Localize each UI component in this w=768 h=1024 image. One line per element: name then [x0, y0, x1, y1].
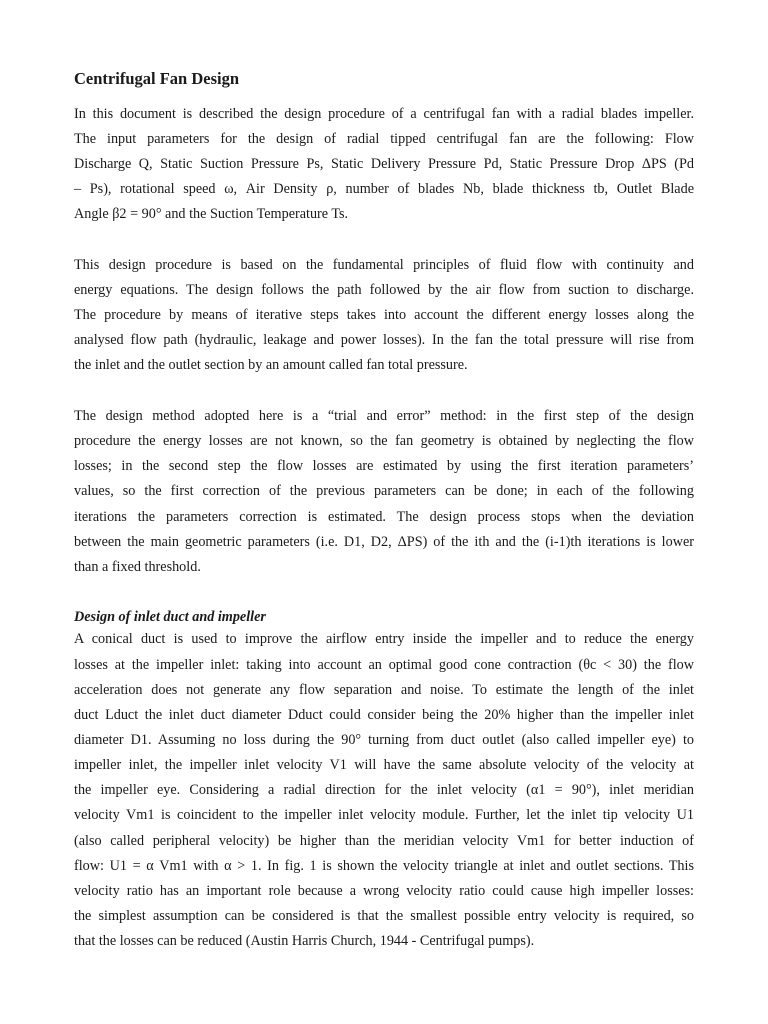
text-line: the simplest assumption can be considered is that the smallest possible entry velocity is required, so [74, 908, 694, 924]
text-line: energy equations. The design follows the path followed by the air flow from suction to discharge. [74, 282, 694, 298]
text-line: The procedure by means of iterative steps takes into account the different energy losses along the [74, 307, 694, 323]
text-line: losses; in the second step the flow losses are estimated by using the first iteration parameters’ [74, 458, 694, 474]
text-line: the inlet and the outlet section by an amount called fan total pressure. [74, 357, 468, 373]
text-line: iterations the parameters correction is estimated. The design process stops when the deviation [74, 509, 694, 525]
text-line: This design procedure is based on the fundamental principles of fluid flow with continuity and [74, 257, 694, 273]
text-line: duct Lduct the inlet duct diameter Dduct could consider being the 20% higher than the impeller inlet [74, 707, 694, 723]
text-line: the impeller eye. Considering a radial direction for the inlet velocity (α1 = 90°), inlet meridian [74, 782, 694, 798]
text-line: The input parameters for the design of radial tipped centrifugal fan are the following: Flow [74, 131, 694, 147]
text-line: diameter D1. Assuming no loss during the 90° turning from duct outlet (also called impeller eye) to [74, 732, 694, 748]
text-line: that the losses can be reduced (Austin Harris Church, 1944 - Centrifugal pumps). [74, 933, 535, 949]
text-line: values, so the first correction of the previous parameters can be done; in each of the following [74, 483, 694, 499]
text-line: analysed flow path (hydraulic, leakage and power losses). In the fan the total pressure will rise from [74, 332, 694, 348]
text-line: impeller inlet, the impeller inlet velocity V1 will have the same absolute velocity of the velocity at [74, 757, 694, 773]
text-line: Discharge Q, Static Suction Pressure Ps, Static Delivery Pressure Pd, Static Pressure Drop ΔPS (Pd [74, 156, 694, 172]
text-line: flow: U1 = α Vm1 with α > 1. In fig. 1 is shown the velocity triangle at inlet and outlet sections. This [74, 858, 694, 874]
text-line: The design method adopted here is a “trial and error” method: in the first step of the design [74, 408, 694, 424]
text-line: between the main geometric parameters (i.e. D1, D2, ΔPS) of the ith and the (i-1)th iterations is lower [74, 534, 694, 550]
text-line: procedure the energy losses are not known, so the fan geometry is obtained by neglecting the flow [74, 433, 694, 449]
text-line: (also called peripheral velocity) be higher than the meridian velocity Vm1 for better induction of [74, 833, 694, 849]
section-heading: Design of inlet duct and impeller [74, 609, 266, 625]
text-line: acceleration does not generate any flow separation and noise. To estimate the length of the inlet [74, 682, 694, 698]
text-line: A conical duct is used to improve the airflow entry inside the impeller and to reduce the energy [74, 631, 694, 647]
text-line: losses at the impeller inlet: taking into account an optimal good cone contraction (θc < 30) the flow [74, 657, 694, 673]
text-line: – Ps), rotational speed ω, Air Density ρ, number of blades Nb, blade thickness tb, Outlet Blade [74, 181, 694, 197]
text-line: In this document is described the design procedure of a centrifugal fan with a radial blades impeller. [74, 106, 694, 122]
document-title: Centrifugal Fan Design [74, 69, 239, 88]
text-line: than a fixed threshold. [74, 559, 201, 575]
text-line: velocity Vm1 is coincident to the impeller inlet velocity module. Further, let the inlet tip velocity U1 [74, 807, 694, 823]
text-line: Angle β2 = 90° and the Suction Temperature Ts. [74, 206, 349, 222]
text-line: velocity ratio has an important role because a wrong velocity ratio could cause high impeller losses: [74, 883, 694, 899]
